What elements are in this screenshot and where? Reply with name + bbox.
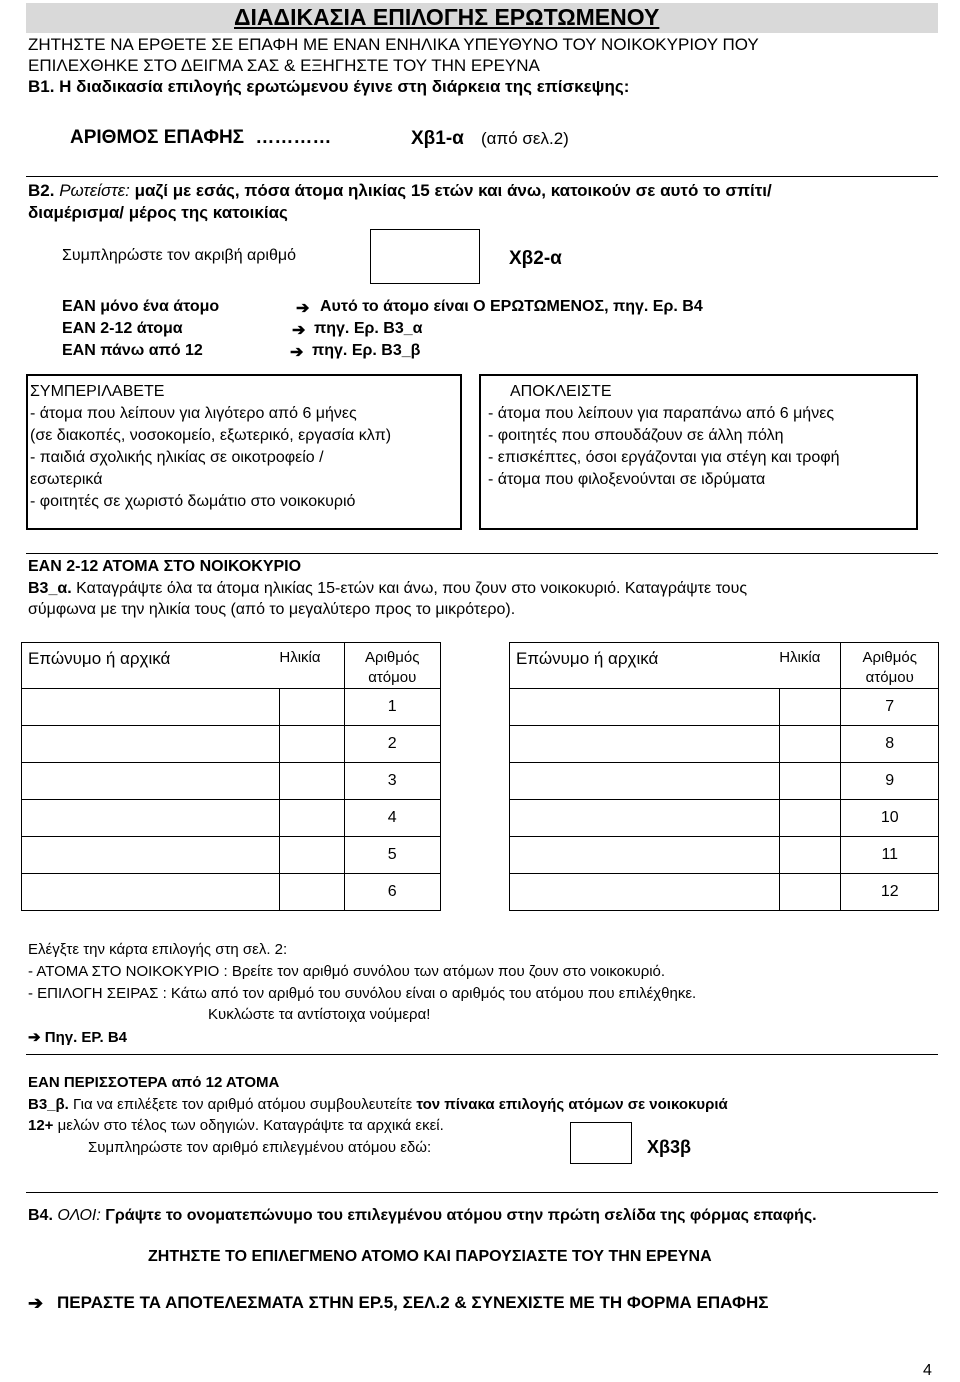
include-item: - παιδιά σχολικής ηλικίας σε οικοτροφείο / xyxy=(30,449,324,466)
b3a-text-2: σύμφωνα με την ηλικία τους (από το μεγαλύτερο προς το μικρότερο). xyxy=(28,601,516,618)
age-cell[interactable] xyxy=(779,874,841,911)
card-line-4: Κυκλώστε τα αντίστοιχα νούμερα! xyxy=(208,1006,431,1023)
person-number: 3 xyxy=(344,763,440,800)
person-number: 1 xyxy=(344,689,440,726)
age-cell[interactable] xyxy=(779,837,841,874)
age-cell[interactable] xyxy=(279,726,344,763)
page-title: ΔΙΑΔΙΚΑΣΙΑ ΕΠΙΛΟΓΗΣ ΕΡΩΤΩΜΕΝΟΥ xyxy=(234,4,660,30)
person-number: 9 xyxy=(841,763,939,800)
person-number: 5 xyxy=(344,837,440,874)
route-3-cond: ΕΑΝ πάνω από 12 xyxy=(62,342,203,359)
ask-selected-person: ΖΗΤΗΣΤΕ ΤΟ ΕΠΙΛΕΓΜΕΝΟ ΑΤΟΜΟ ΚΑΙ ΠΑΡΟΥΣΙΑΣΤΕ ΤΟΥ ΤΗΝ ΕΡΕΥΝΑ xyxy=(148,1248,712,1265)
person-number: 2 xyxy=(344,726,440,763)
age-cell[interactable] xyxy=(779,800,841,837)
name-cell[interactable] xyxy=(22,874,280,911)
goto-b4: ➔ Πηγ. ΕΡ. Β4 xyxy=(28,1029,128,1046)
name-cell[interactable] xyxy=(22,763,280,800)
age-cell[interactable] xyxy=(779,689,841,726)
b3b-text-2: 12+ μελών στο τέλος των οδηγιών. Καταγράψτε τα αρχικά εκεί. xyxy=(28,1117,444,1134)
question-b4: Β4. ΟΛΟΙ: Γράψτε το ονοματεπώνυμο του επιλεγμένου ατόμου στην πρώτη σελίδα της φόρμας επαφής. xyxy=(28,1207,817,1224)
age-cell[interactable] xyxy=(279,763,344,800)
page-number: 4 xyxy=(923,1362,932,1379)
question-b2-line2: διαμέρισμα/ μέρος της κατοικίας xyxy=(28,203,288,222)
header-line-1: ΖΗΤΗΣΤΕ ΝΑ ΕΡΘΕΤΕ ΣΕ ΕΠΑΦΗ ΜΕ ΕΝΑΝ ΕΝΗΛΙΚΑ ΥΠΕΥΘΥΝΟ ΤΟΥ ΝΟΙΚΟΚΥΡΙΟΥ ΠΟΥ xyxy=(28,35,759,54)
name-cell[interactable] xyxy=(22,689,280,726)
header-line-2: ΕΠΙΛΕΧΘΗΚΕ ΣΤΟ ΔΕΙΓΜΑ ΣΑΣ & ΕΞΗΓΗΣΤΕ ΤΟΥ ΤΗΝ ΕΡΕΥΝΑ xyxy=(28,56,540,75)
age-cell[interactable] xyxy=(779,763,841,800)
exclude-title: ΑΠΟΚΛΕΙΣΤΕ xyxy=(510,383,612,400)
age-cell[interactable] xyxy=(279,689,344,726)
include-item: - άτομα που λείπουν για λιγότερο από 6 μήνες xyxy=(30,405,357,422)
person-number: 7 xyxy=(841,689,939,726)
include-item: - φοιτητές σε χωριστό δωμάτιο στο νοικοκυριό xyxy=(30,493,356,510)
person-number: 12 xyxy=(841,874,939,911)
person-number: 4 xyxy=(344,800,440,837)
age-cell[interactable] xyxy=(779,726,841,763)
include-title: ΣΥΜΠΕΡΙΛΑΒΕΤΕ xyxy=(30,383,165,400)
route-1-target: Αυτό το άτομο είναι Ο ΕΡΩΤΩΜΕΝΟΣ, πηγ. Ερ. Β4 xyxy=(320,298,703,315)
include-item: εσωτερικά xyxy=(30,471,103,488)
divider-b3a xyxy=(26,553,938,554)
exclude-item: - άτομα που λείπουν για παραπάνω από 6 μήνες xyxy=(488,405,835,422)
household-table-left xyxy=(21,642,441,911)
route-1-arrow: ➔ xyxy=(296,300,310,317)
name-cell[interactable] xyxy=(510,726,780,763)
question-b1: Β1. Η διαδικασία επιλογής ερωτώμενου έγινε στη διάρκεια της επίσκεψης: xyxy=(28,77,630,96)
age-cell[interactable] xyxy=(279,837,344,874)
col-name-header: Επώνυμο ή αρχικά xyxy=(22,643,280,689)
col-number-header: Αριθμός ατόμου xyxy=(344,643,440,689)
name-cell[interactable] xyxy=(22,837,280,874)
question-b2: Β2. Ρωτείστε: μαζί με εσάς, πόσα άτομα ηλικίας 15 ετών και άνω, κατοικούν σε αυτό το σπίτι/ xyxy=(28,181,772,200)
col-name-header: Επώνυμο ή αρχικά xyxy=(510,643,780,689)
divider-b2 xyxy=(26,176,938,177)
col-age-header: Ηλικία xyxy=(779,643,841,689)
person-number: 6 xyxy=(344,874,440,911)
name-cell[interactable] xyxy=(22,800,280,837)
contact-number-dots[interactable]: ………… xyxy=(255,127,332,148)
selected-person-code: Χβ3β xyxy=(647,1137,691,1157)
person-number: 8 xyxy=(841,726,939,763)
person-number: 10 xyxy=(841,800,939,837)
b3a-text-1: Β3_α. Καταγράψτε όλα τα άτομα ηλικίας 15-ετών και άνω, που ζουν στο νοικοκυριό. Καταγράψτε τους xyxy=(28,580,748,597)
person-number: 11 xyxy=(841,837,939,874)
name-cell[interactable] xyxy=(510,837,780,874)
b3b-text-1: Β3_β. Για να επιλέξετε τον αριθμό ατόμου συμβουλευτείτε τον πίνακα επιλογής ατόμων σε νοικοκυριά xyxy=(28,1096,728,1113)
include-item: (σε διακοπές, νοσοκομείο, εξωτερικό, εργασία κλπ) xyxy=(30,427,392,444)
name-cell[interactable] xyxy=(510,800,780,837)
pass-results: ΠΕΡΑΣΤΕ ΤΑ ΑΠΟΤΕΛΕΣΜΑΤΑ ΣΤΗΝ ΕΡ.5, ΣΕΛ.2 & ΣΥΝΕΧΙΣΤΕ ΜΕ ΤΗ ΦΟΡΜΑ ΕΠΑΦΗΣ xyxy=(57,1293,769,1312)
age-cell[interactable] xyxy=(279,874,344,911)
exclude-item: - άτομα που φιλοξενούνται σε ιδρύματα xyxy=(488,471,766,488)
divider-b4 xyxy=(26,1192,938,1193)
household-count-code: Χβ2-α xyxy=(509,248,562,269)
name-cell[interactable] xyxy=(22,726,280,763)
col-number-header: Αριθμός ατόμου xyxy=(841,643,939,689)
contact-number-label: ΑΡΙΘΜΟΣ ΕΠΑΦΗΣ ………… xyxy=(70,127,332,148)
card-line-3: - ΕΠΙΛΟΓΗ ΣΕΙΡΑΣ : Κάτω από τον αριθμό του συνόλου είναι ο αριθμός του ατόμου που επιλέχθηκε. xyxy=(28,985,697,1002)
route-3-target: πηγ. Ερ. Β3_β xyxy=(312,342,421,359)
footer-arrow: ➔ xyxy=(28,1293,44,1313)
contact-code: Χβ1-α xyxy=(411,128,464,149)
household-count-box[interactable] xyxy=(370,229,480,284)
contact-page-note: (από σελ.2) xyxy=(481,129,569,148)
card-line-2: - ΑΤΟΜΑ ΣΤΟ ΝΟΙΚΟΚΥΡΙΟ : Βρείτε τον αριθμό συνόλου των ατόμων που ζουν στο νοικοκυριό. xyxy=(28,963,666,980)
exclude-item: - επισκέπτες, όσοι εργάζονται για στέγη και τροφή xyxy=(488,449,840,466)
household-table-right xyxy=(509,642,939,911)
divider-b3b xyxy=(26,1054,938,1055)
age-cell[interactable] xyxy=(279,800,344,837)
b3a-heading: ΕΑΝ 2-12 ΑΤΟΜΑ ΣΤΟ ΝΟΙΚΟΚΥΡΙΟ xyxy=(28,558,302,575)
route-2-arrow: ➔ xyxy=(292,322,306,339)
b3b-heading: ΕΑΝ ΠΕΡΙΣΣΟΤΕΡΑ από 12 ΑΤΟΜΑ xyxy=(28,1074,280,1091)
exclude-item: - φοιτητές που σπουδάζουν σε άλλη πόλη xyxy=(488,427,784,444)
name-cell[interactable] xyxy=(510,689,780,726)
card-line-1: Ελέγξτε την κάρτα επιλογής στη σελ. 2: xyxy=(28,941,288,958)
name-cell[interactable] xyxy=(510,874,780,911)
selected-person-box[interactable] xyxy=(570,1122,632,1164)
route-2-target: πηγ. Ερ. Β3_α xyxy=(314,320,423,337)
route-2-cond: ΕΑΝ 2-12 άτομα xyxy=(62,320,183,337)
route-3-arrow: ➔ xyxy=(290,344,304,361)
fill-instruction: Συμπληρώστε τον ακριβή αριθμό xyxy=(62,247,296,264)
b3b-fill-instruction: Συμπληρώστε τον αριθμό επιλεγμένου ατόμου εδώ: xyxy=(88,1139,432,1156)
route-1-cond: ΕΑΝ μόνο ένα άτομο xyxy=(62,298,220,315)
col-age-header: Ηλικία xyxy=(279,643,344,689)
name-cell[interactable] xyxy=(510,763,780,800)
